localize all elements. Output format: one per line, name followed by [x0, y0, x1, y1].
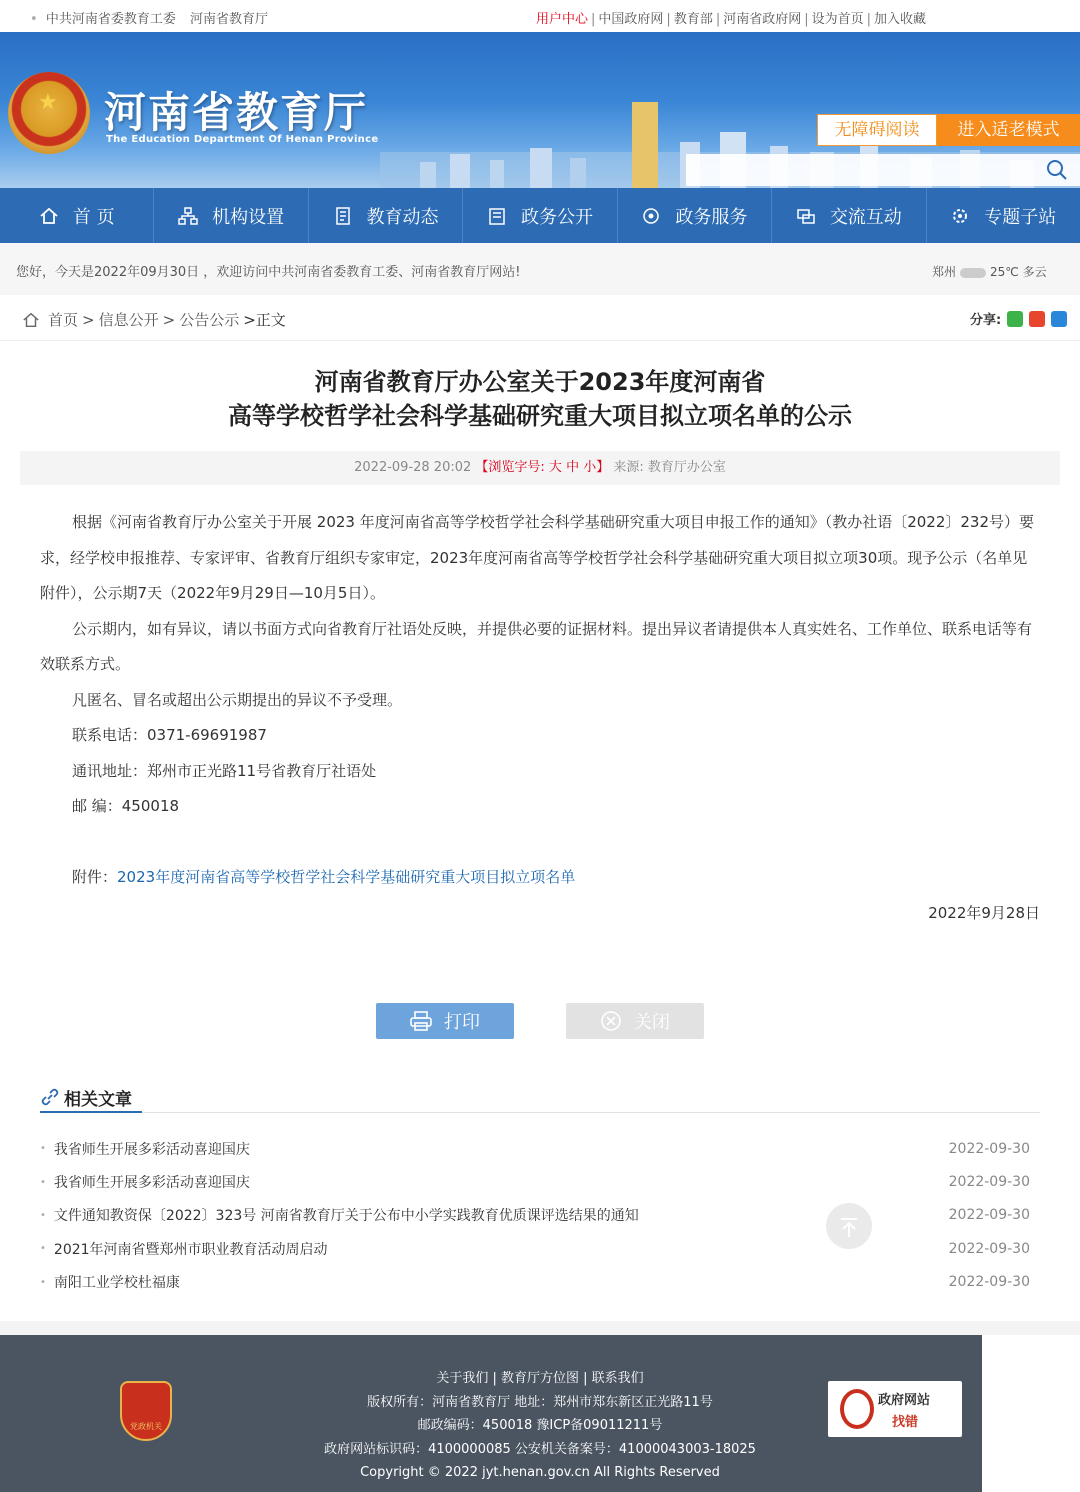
- link-user-center[interactable]: 用户中心: [536, 12, 589, 27]
- gov-badge-line1: 政府网站: [878, 1393, 931, 1408]
- sign-date: 2022年9月28日: [928, 903, 1040, 922]
- article-title: [0, 365, 1080, 433]
- weather-widget: [932, 263, 1047, 280]
- article-link[interactable]: 我省师生开展多彩活动喜迎国庆: [53, 1141, 250, 1158]
- paragraph: 通讯地址：郑州市正光路11号省教育厅社语处: [72, 761, 377, 780]
- breadcrumb-separator: >: [162, 310, 176, 329]
- nav-government-services[interactable]: [618, 188, 772, 243]
- site-subtitle: The Education Department Of Henan Province: [106, 134, 379, 145]
- attachment-link[interactable]: 2023年度河南省高等学校哲学社会科学基础研究重大项目拟立项名单: [117, 868, 576, 886]
- nav-interaction[interactable]: [772, 188, 926, 243]
- paragraph: 公示期内，如有异议，请以书面方式向省教育厅社语处反映，并提供必要的证据材料。提出异议者请提供本人真实姓名、工作单位、联系电话等有效联系方式。: [40, 619, 1033, 673]
- article-date: 2022-09-30: [948, 1274, 1030, 1291]
- nav-education-news[interactable]: [309, 188, 463, 243]
- footer-postal: 邮政编码：450018 豫ICP备09011211号: [417, 1418, 663, 1433]
- article-meta: [20, 451, 1060, 485]
- paragraph: 邮 编：450018: [72, 797, 180, 815]
- article-date: 2022-09-30: [948, 1174, 1030, 1191]
- list-item[interactable]: • 文件通知教资保〔2022〕323号 河南省教育厅关于公布中小学实践教育优质课评选结果的通知 2022-09-30: [40, 1207, 1030, 1225]
- close-button[interactable]: [566, 1003, 704, 1039]
- gov-badge-line2: 找错: [892, 1415, 919, 1430]
- link-set-homepage[interactable]: 设为首页: [811, 12, 864, 27]
- breadcrumb-bar: [0, 295, 1080, 341]
- article-source: 来源: 教育厅办公室: [613, 460, 726, 475]
- footer-owner: 版权所有：河南省教育厅 地址：郑州市郑东新区正光路11号: [367, 1394, 713, 1410]
- nav-label: 政务公开: [520, 206, 593, 228]
- list-item[interactable]: • 2021年河南省暨郑州市职业教育活动周启动 2022-09-30: [40, 1240, 1030, 1258]
- related-title: [40, 1083, 142, 1113]
- paragraph: 根据《河南省教育厅办公室关于开展 2023 年度河南省高等学校哲学社会科学基础研究重大项目申报工作的通知》（教办社语〔2022〕232号）要求，经学校申报推荐、专家评审、省教育厅组织专家审定，2023年度河南省高等学校哲学社会科学基础研究重大项目拟立项30项。现予公示（名单见附件），公示期7天（2022年9月29日—10月5日）。: [40, 513, 1035, 602]
- article-title-line1: 河南省教育厅办公室关于2023年度河南省: [314, 368, 766, 396]
- footer-margin: [982, 1335, 1080, 1492]
- list-item[interactable]: • 我省师生开展多彩活动喜迎国庆 2022-09-30: [40, 1140, 1030, 1158]
- nav-special-topics[interactable]: [927, 188, 1080, 243]
- related-articles-list: [40, 1132, 1030, 1299]
- article-link[interactable]: 南阳工业学校杜福康: [53, 1275, 180, 1292]
- search-input[interactable]: [686, 154, 1036, 186]
- cloud-icon: [960, 268, 986, 278]
- list-item[interactable]: • 南阳工业学校杜福康 2022-09-30: [40, 1274, 1030, 1292]
- welcome-bar: [0, 243, 1080, 295]
- related-articles-header: [40, 1083, 1040, 1113]
- close-label: 关闭: [634, 1012, 670, 1033]
- service-icon: [641, 206, 661, 226]
- article-card: [0, 341, 1080, 1321]
- weather-city: 郑州: [932, 265, 957, 279]
- related-title-text: 相关文章: [64, 1089, 132, 1110]
- wechat-icon[interactable]: [1007, 311, 1023, 327]
- home-icon: [39, 206, 59, 226]
- nav-label: 交流互动: [829, 206, 902, 228]
- seal-text: 党政机关: [130, 1422, 162, 1431]
- search-icon[interactable]: [1046, 159, 1068, 181]
- arrow-up-icon: [826, 1203, 872, 1249]
- article-title-line2: 高等学校哲学社会科学基础研究重大项目拟立项名单的公示: [228, 402, 852, 430]
- nav-label: 首 页: [72, 206, 115, 228]
- document-icon: [333, 206, 353, 226]
- search-box: [686, 154, 1080, 186]
- article-body: [40, 505, 1040, 931]
- gear-icon: [950, 206, 970, 226]
- link-party-committee[interactable]: 中共河南省委教育工委: [45, 12, 176, 27]
- link-education-dept[interactable]: 河南省教育厅: [189, 12, 268, 27]
- link-moe[interactable]: 教育部: [673, 12, 713, 27]
- national-emblem-icon: ★: [8, 72, 90, 154]
- breadcrumb-notices[interactable]: 公告公示: [179, 311, 240, 329]
- close-icon: [600, 1010, 622, 1032]
- share-bar: [970, 309, 1067, 328]
- gov-site-error-badge[interactable]: [828, 1381, 962, 1437]
- paragraph: 联系电话：0371-69691987: [72, 726, 267, 744]
- welcome-text: 您好，今天是2022年09月30日 ，欢迎访问中共河南省委教育工委、河南省教育厅网站!: [16, 265, 521, 280]
- article-datetime: 2022-09-28 20:02: [354, 460, 472, 475]
- nav-home[interactable]: [0, 188, 154, 243]
- printer-icon: [410, 1011, 432, 1031]
- attachment-label: 附件：: [72, 868, 118, 886]
- link-icon: [40, 1087, 60, 1107]
- breadcrumb-current: >正文: [243, 311, 286, 329]
- article-link[interactable]: 2021年河南省暨郑州市职业教育活动周启动: [53, 1241, 328, 1258]
- spacer: [40, 825, 1040, 861]
- accessibility-button[interactable]: 无障碍阅读: [817, 114, 937, 146]
- org-chart-icon: [178, 206, 198, 226]
- nav-label: 政务服务: [675, 206, 748, 228]
- font-size-switch[interactable]: 【浏览字号: 大 中 小】: [475, 460, 610, 475]
- nav-government-affairs[interactable]: [463, 188, 617, 243]
- breadcrumb-separator: >: [82, 310, 95, 329]
- breadcrumb-info-public[interactable]: 信息公开: [98, 311, 159, 329]
- article-date: 2022-09-30: [948, 1207, 1030, 1224]
- breadcrumb-home[interactable]: 首页: [48, 311, 79, 329]
- bullet-dot: •: [30, 12, 38, 27]
- link-gov-cn[interactable]: 中国政府网: [598, 12, 664, 27]
- print-label: 打印: [444, 1012, 480, 1033]
- link-henan-gov[interactable]: 河南省政府网: [723, 12, 802, 27]
- home-icon: [22, 311, 40, 329]
- nav-organization[interactable]: [154, 188, 308, 243]
- article-date: 2022-09-30: [948, 1140, 1030, 1157]
- breadcrumb: [22, 309, 290, 330]
- share-label: 分享:: [970, 313, 1002, 328]
- elder-mode-button[interactable]: 进入适老模式: [937, 114, 1080, 146]
- paragraph: 凡匿名、冒名或超出公示期提出的异议不予受理。: [72, 690, 403, 709]
- link-add-favorite[interactable]: 加入收藏: [874, 12, 927, 27]
- site-header: [0, 32, 1080, 188]
- back-to-top-button[interactable]: [826, 1203, 872, 1249]
- nav-label: 专题子站: [984, 206, 1057, 228]
- weibo-icon[interactable]: [1029, 311, 1045, 327]
- site-footer: [0, 1335, 982, 1492]
- footer-links[interactable]: 关于我们 | 教育厅方位图 | 联系我们: [436, 1371, 644, 1386]
- nav-label: 教育动态: [366, 206, 439, 228]
- print-button[interactable]: [376, 1003, 514, 1039]
- top-bar: • 中共河南省委教育工委 河南省教育厅 用户中心 | 中国政府网 | 教育部 | 河南省政府网 | 设为首页 | 加入收藏: [0, 0, 1080, 32]
- list-item[interactable]: • 我省师生开展多彩活动喜迎国庆 2022-09-30: [40, 1174, 1030, 1192]
- chat-icon: [796, 206, 816, 226]
- clipboard-icon: [487, 206, 507, 226]
- article-link[interactable]: 我省师生开展多彩活动喜迎国庆: [53, 1175, 250, 1192]
- main-nav: [0, 188, 1080, 243]
- site-title[interactable]: 河南省教育厅: [104, 88, 369, 137]
- footer-ids: 政府网站标识码：4100000085 公安机关备案号：41000043003-18025: [324, 1441, 756, 1457]
- qq-icon[interactable]: [1051, 311, 1067, 327]
- attachment-line: [40, 860, 1040, 896]
- article-date: 2022-09-30: [948, 1240, 1030, 1257]
- gov-search-icon: [840, 1389, 874, 1429]
- footer-copyright: Copyright © 2022 jyt.henan.gov.cn All Rights Reserved: [360, 1465, 720, 1480]
- nav-label: 机构设置: [212, 206, 285, 228]
- article-link[interactable]: 文件通知教资保〔2022〕323号 河南省教育厅关于公布中小学实践教育优质课评选结果的通知: [53, 1208, 639, 1225]
- weather-text: 25℃ 多云: [990, 265, 1047, 279]
